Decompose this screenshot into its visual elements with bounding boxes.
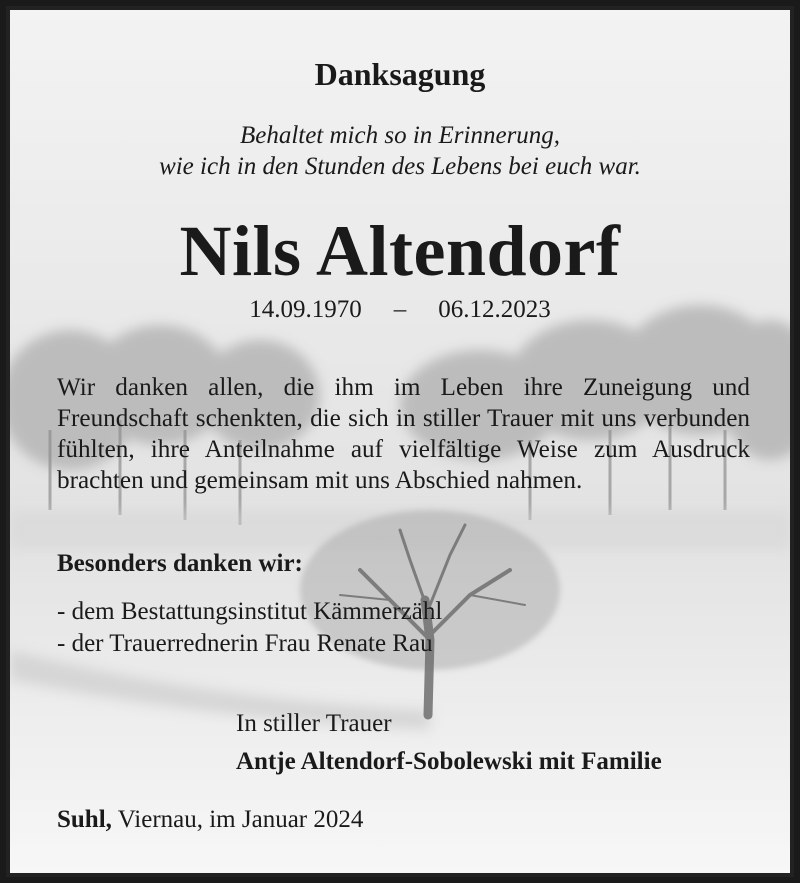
list-item: - dem Bestattungsinstitut Kämmerzähl xyxy=(57,598,443,625)
memorial-motto xyxy=(10,120,790,182)
special-thanks-list xyxy=(57,596,442,660)
obituary-notice xyxy=(6,6,794,877)
date-separator: – xyxy=(393,296,407,323)
death-date: 06.12.2023 xyxy=(438,296,551,323)
life-dates xyxy=(10,296,790,324)
place-rest: Viernau, im Januar 2024 xyxy=(111,806,364,833)
list-item: - der Trauerrednerin Frau Renate Rau xyxy=(57,630,433,657)
thanks-paragraph: Wir danken allen, die ihm im Leben ihre Zuneigung und Freundschaft schenkten, die sich in stiller Trauer mit uns verbunden fühlten, ihre Anteilnahme auf vielfältige Weise zum Ausdruck brachten und gemeinsam mit uns Abschied nahmen. xyxy=(57,374,750,494)
mourning-line: In stiller Trauer xyxy=(236,710,392,737)
birth-date: 14.09.1970 xyxy=(249,296,362,323)
deceased-name: Nils Altendorf xyxy=(179,211,621,291)
place-and-date xyxy=(57,806,363,834)
notice-content xyxy=(10,10,790,873)
city-name: Suhl, xyxy=(57,806,112,833)
family-signature: Antje Altendorf-Sobolewski mit Familie xyxy=(236,748,662,775)
notice-heading: Danksagung xyxy=(314,56,486,92)
motto-line-1: Behaltet mich so in Erinnerung, xyxy=(239,122,561,149)
motto-line-2: wie ich in den Stunden des Lebens bei euch war. xyxy=(159,153,641,180)
special-thanks-heading: Besonders danken wir: xyxy=(57,550,303,577)
